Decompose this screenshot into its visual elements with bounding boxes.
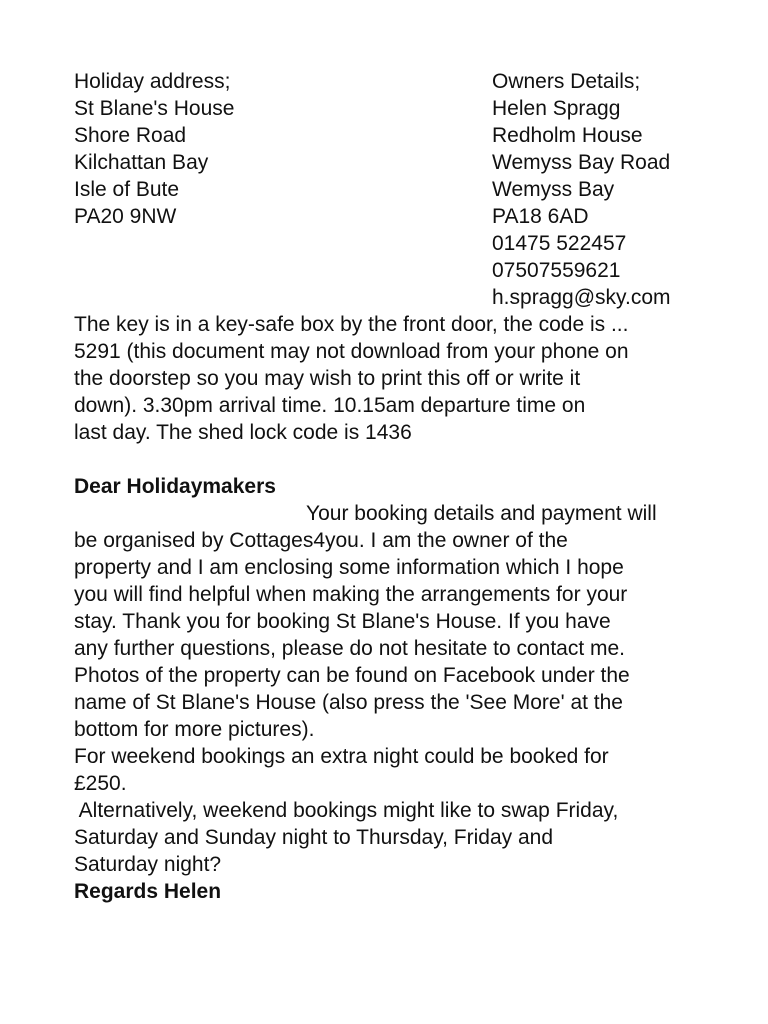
- letter-line: bottom for more pictures).: [74, 718, 315, 741]
- owner-email: h.spragg@sky.com: [492, 286, 671, 309]
- salutation: Dear Holidaymakers: [74, 475, 276, 498]
- key-info-line: last day. The shed lock code is 1436: [74, 421, 412, 444]
- letter-line: stay. Thank you for booking St Blane's House. If you have: [74, 610, 611, 633]
- key-info-line: The key is in a key-safe box by the front door, the code is ...: [74, 313, 629, 336]
- letter-line: you will find helpful when making the arrangements for your: [74, 583, 628, 606]
- owner-mobile: 07507559621: [492, 259, 621, 282]
- letter-line: name of St Blane's House (also press the 'See More' at the: [74, 691, 623, 714]
- body-text: [74, 311, 704, 905]
- holiday-address-line: PA20 9NW: [74, 205, 177, 228]
- letter-line: any further questions, please do not hesitate to contact me.: [74, 637, 626, 660]
- holiday-address-line: Shore Road: [74, 124, 187, 147]
- owner-landline: 01475 522457: [492, 232, 627, 255]
- key-info-line: down). 3.30pm arrival time. 10.15am departure time on: [74, 394, 586, 417]
- holiday-address-line: Isle of Bute: [74, 178, 180, 201]
- owner-details-heading: Owners Details;: [492, 70, 641, 93]
- letter-line: £250.: [74, 772, 127, 795]
- letter-line: Saturday night?: [74, 853, 222, 876]
- letter-body: [74, 500, 699, 878]
- owner-address-line: Redholm House: [492, 124, 643, 147]
- owner-postcode: PA18 6AD: [492, 205, 589, 228]
- letter-line: For weekend bookings an extra night could be booked for: [74, 745, 609, 768]
- holiday-address-line: Kilchattan Bay: [74, 151, 209, 174]
- owner-address-line: Wemyss Bay: [492, 178, 615, 201]
- letter-first-line: Your booking details and payment will: [306, 502, 657, 525]
- letter-line: Photos of the property can be found on Facebook under the: [74, 664, 630, 687]
- owner-address-line: Wemyss Bay Road: [492, 151, 671, 174]
- letter-line: [74, 500, 699, 527]
- key-info-line: the doorstep so you may wish to print this off or write it: [74, 367, 581, 390]
- key-info-paragraph: [74, 311, 704, 446]
- owner-name: Helen Spragg: [492, 97, 621, 120]
- letter-line: Saturday and Sunday night to Thursday, Friday and: [74, 826, 554, 849]
- key-info-line: 5291 (this document may not download from your phone on: [74, 340, 629, 363]
- letter-line: property and I am enclosing some information which I hope: [74, 556, 624, 579]
- letter-line: Alternatively, weekend bookings might like to swap Friday,: [74, 799, 619, 822]
- letter-line: be organised by Cottages4you. I am the owner of the: [74, 529, 568, 552]
- holiday-address-heading: Holiday address;: [74, 70, 231, 93]
- owner-details-block: [492, 68, 762, 311]
- holiday-address-block: [74, 68, 474, 230]
- sign-off: Regards Helen: [74, 880, 222, 903]
- holiday-address-line: St Blane's House: [74, 97, 235, 120]
